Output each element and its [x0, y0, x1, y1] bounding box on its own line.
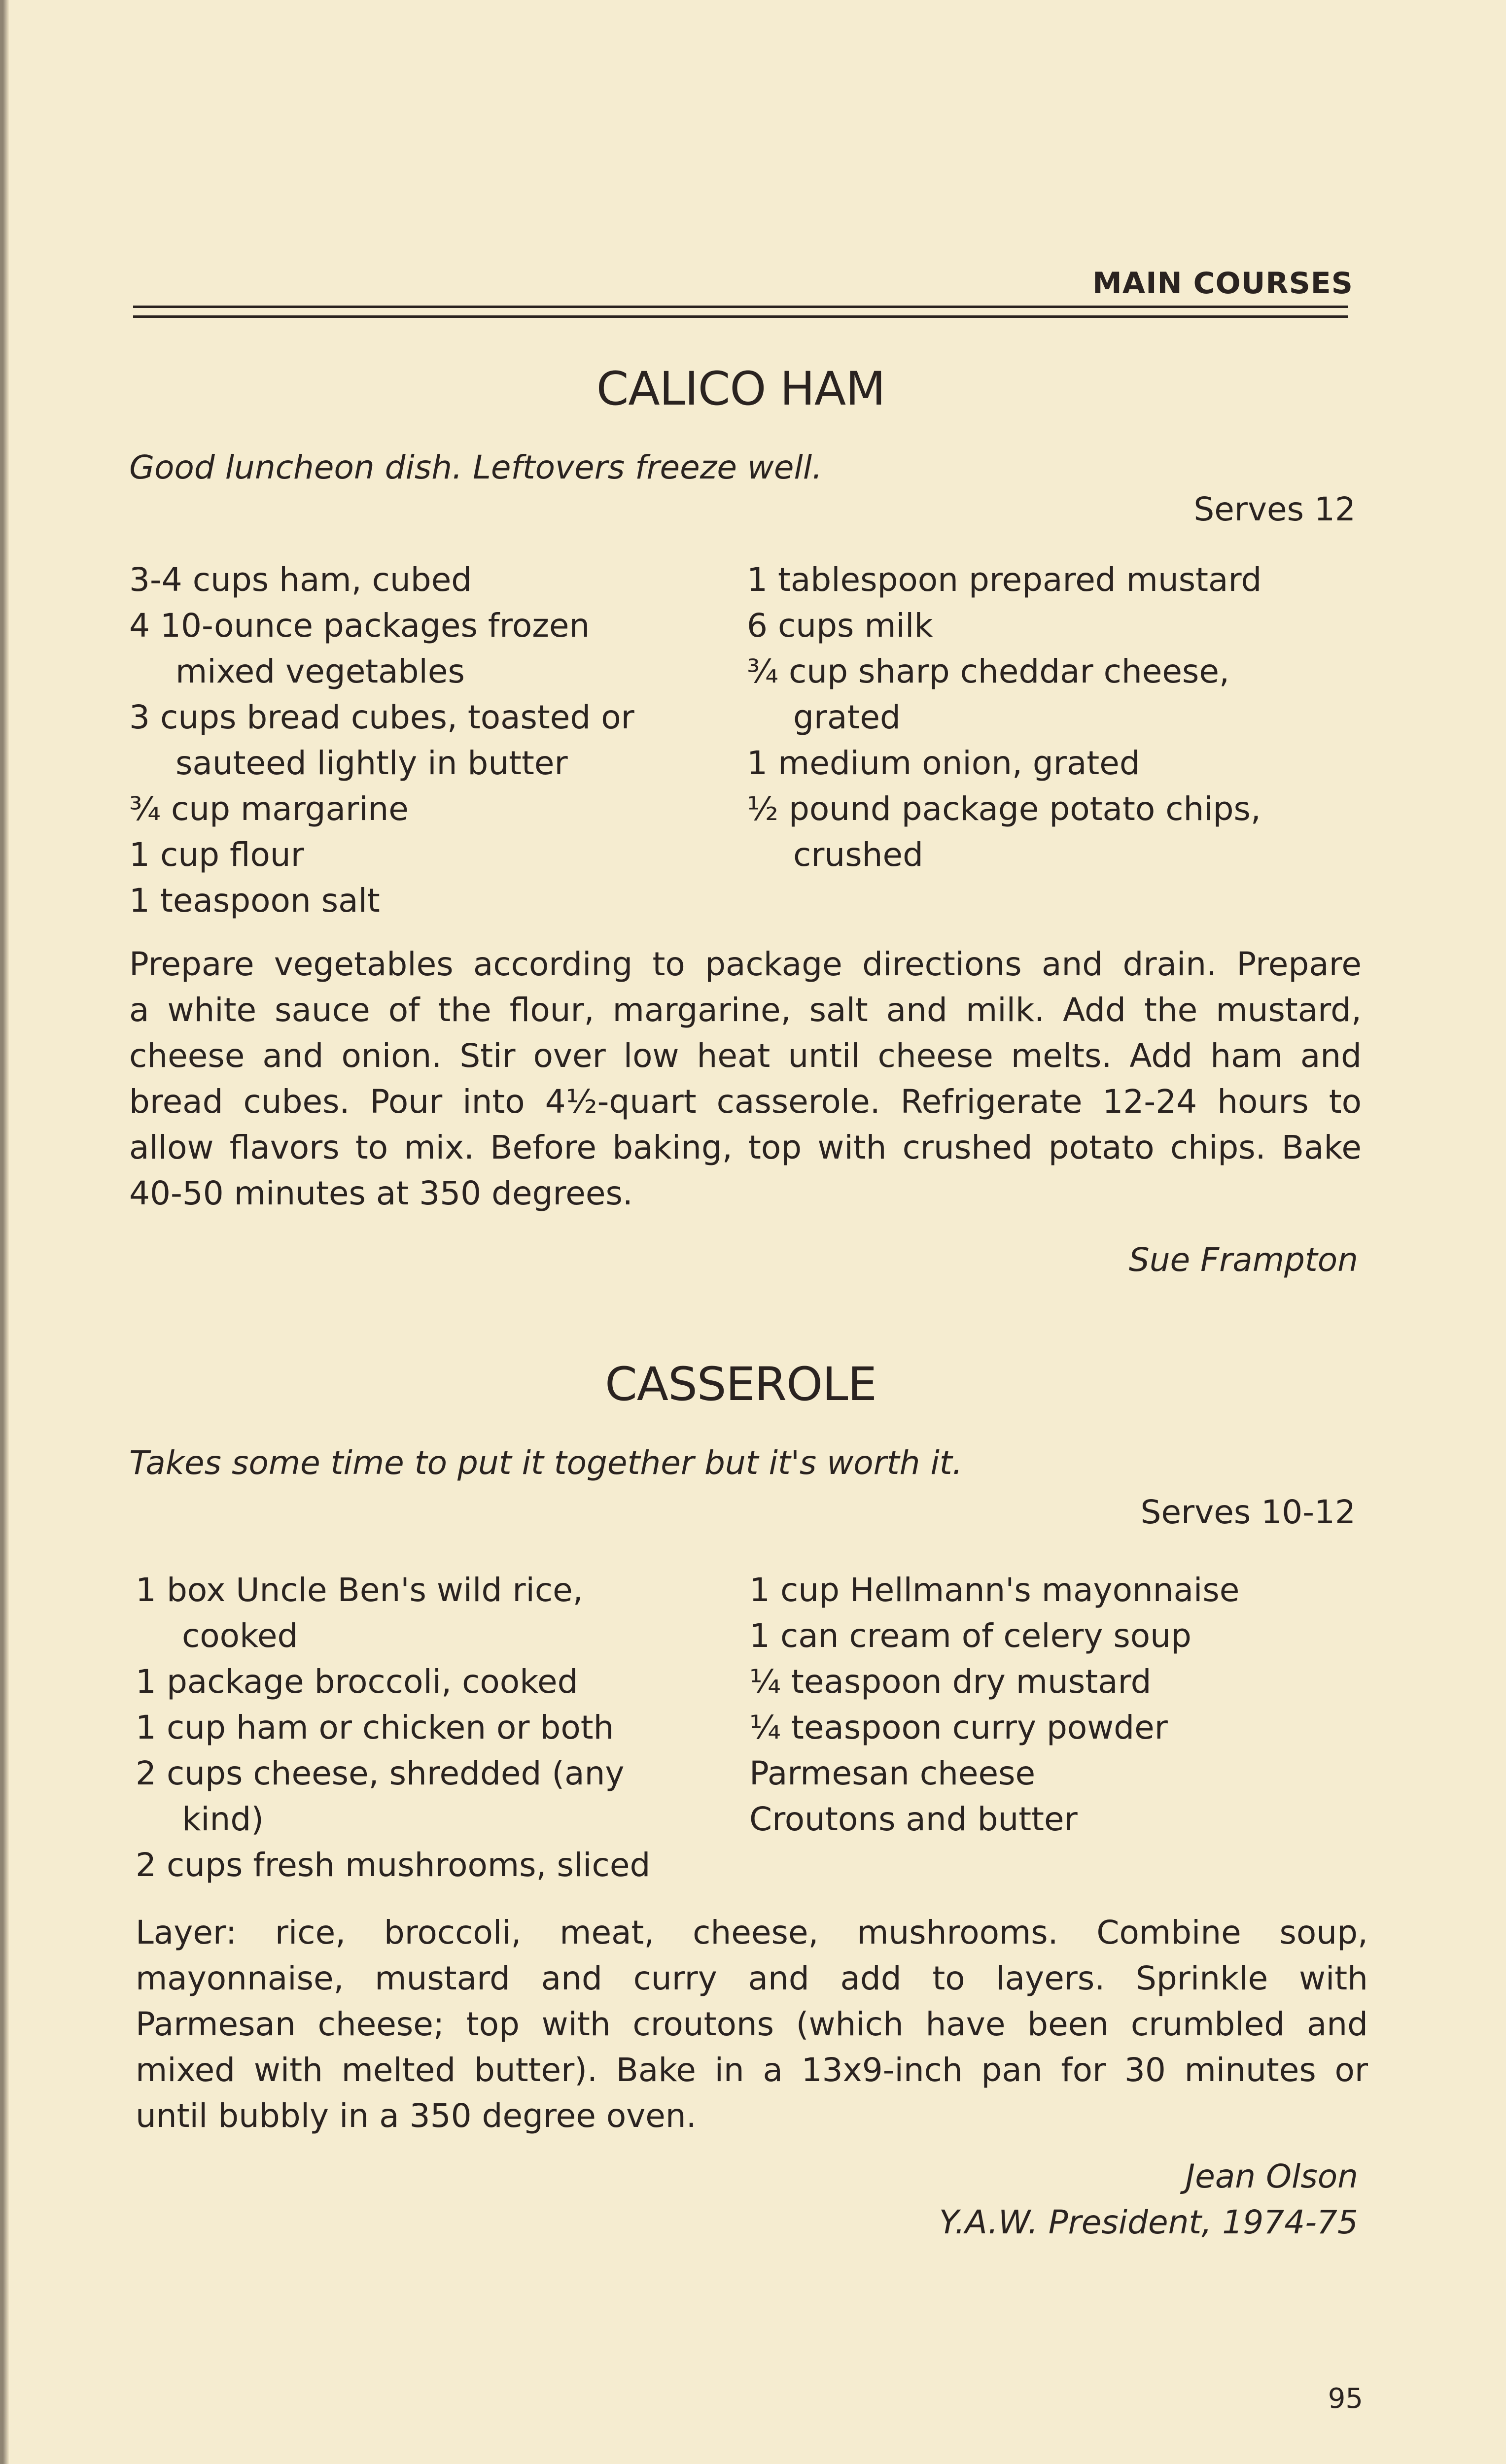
ingredient-line: 1 box Uncle Ben's wild rice,: [136, 1571, 583, 1609]
recipe-directions: [136, 1910, 1368, 2139]
direction-line: cheese and onion. Stir over low heat until cheese melts. Add ham and: [129, 1037, 1362, 1075]
recipe-credit: [939, 2154, 1358, 2245]
direction-line: 40-50 minutes at 350 degrees.: [129, 1174, 633, 1212]
credit-name: Jean Olson: [1185, 2157, 1358, 2195]
recipe-intro: Takes some time to put it together but it's worth it.: [129, 1444, 963, 1482]
header-rule-top: [133, 306, 1348, 308]
direction-line: allow flavors to mix. Before baking, top with crushed potato chips. Bake: [129, 1129, 1362, 1166]
ingredients-right-column: [747, 557, 1261, 878]
ingredients-left-column: [136, 1567, 650, 1888]
ingredient-line: ¾ cup sharp cheddar cheese,: [747, 652, 1229, 690]
direction-line: until bubbly in a 350 degree oven.: [136, 2097, 697, 2135]
ingredient-line: 2 cups fresh mushrooms, sliced: [136, 1846, 651, 1884]
ingredient-line: ½ pound package potato chips,: [747, 790, 1261, 828]
ingredient-line: 3-4 cups ham, cubed: [129, 561, 472, 599]
recipe-title-casserole: CASSEROLE: [605, 1358, 876, 1411]
recipe-directions: [129, 941, 1362, 1216]
ingredient-line: 1 package broccoli, cooked: [136, 1663, 578, 1701]
ingredient-line: 2 cups cheese, shredded (any: [136, 1754, 625, 1792]
recipe-credit: Sue Frampton: [1128, 1241, 1358, 1279]
page-binding-edge: [0, 0, 9, 2464]
ingredients-right-column: [749, 1567, 1239, 1842]
ingredient-line: grated: [793, 698, 901, 736]
ingredient-line: ¼ teaspoon dry mustard: [749, 1663, 1152, 1701]
ingredient-line: 1 cup Hellmann's mayonnaise: [749, 1571, 1240, 1609]
direction-line: a white sauce of the flour, margarine, salt and milk. Add the mustard,: [129, 991, 1362, 1029]
ingredient-line: crushed: [793, 836, 923, 874]
direction-line: Prepare vegetables according to package directions and drain. Prepare: [129, 945, 1362, 983]
recipe-serves: Serves 10-12: [1140, 1493, 1356, 1531]
ingredient-line: Parmesan cheese: [749, 1754, 1036, 1792]
ingredient-line: 1 cup ham or chicken or both: [136, 1709, 614, 1746]
ingredient-line: 1 teaspoon salt: [129, 882, 380, 920]
ingredient-line: ¼ teaspoon curry powder: [749, 1709, 1168, 1746]
ingredient-line: sauteed lightly in butter: [175, 744, 568, 782]
header-rule-bottom: [133, 315, 1348, 318]
ingredient-line: mixed vegetables: [175, 652, 465, 690]
ingredient-line: 1 medium onion, grated: [747, 744, 1140, 782]
ingredient-line: 1 can cream of celery soup: [749, 1617, 1191, 1655]
ingredient-line: 4 10-ounce packages frozen: [129, 607, 590, 645]
ingredients-left-column: [129, 557, 634, 924]
recipe-title-calico-ham: CALICO HAM: [596, 362, 885, 416]
page-number: 95: [1328, 2383, 1363, 2415]
direction-line: Layer: rice, broccoli, meat, cheese, mushrooms. Combine soup,: [136, 1914, 1368, 1951]
ingredient-line: 3 cups bread cubes, toasted or: [129, 698, 634, 736]
ingredient-line: 1 tablespoon prepared mustard: [747, 561, 1262, 599]
direction-line: Parmesan cheese; top with croutons (which have been crumbled and: [136, 2005, 1368, 2043]
credit-title: Y.A.W. President, 1974-75: [939, 2203, 1358, 2241]
section-header: MAIN COURSES: [1092, 266, 1353, 301]
direction-line: mayonnaise, mustard and curry and add to layers. Sprinkle with: [136, 1959, 1368, 1997]
direction-line: bread cubes. Pour into 4½-quart casserole. Refrigerate 12-24 hours to: [129, 1083, 1362, 1121]
ingredient-line: 6 cups milk: [747, 607, 933, 645]
direction-line: mixed with melted butter). Bake in a 13x9-inch pan for 30 minutes or: [136, 2051, 1368, 2089]
recipe-intro: Good luncheon dish. Leftovers freeze well.: [129, 448, 823, 486]
ingredient-line: kind): [182, 1800, 264, 1838]
recipe-serves: Serves 12: [1193, 490, 1356, 528]
ingredient-line: 1 cup flour: [129, 836, 304, 874]
ingredient-line: Croutons and butter: [749, 1800, 1078, 1838]
ingredient-line: cooked: [182, 1617, 298, 1655]
ingredient-line: ¾ cup margarine: [129, 790, 409, 828]
